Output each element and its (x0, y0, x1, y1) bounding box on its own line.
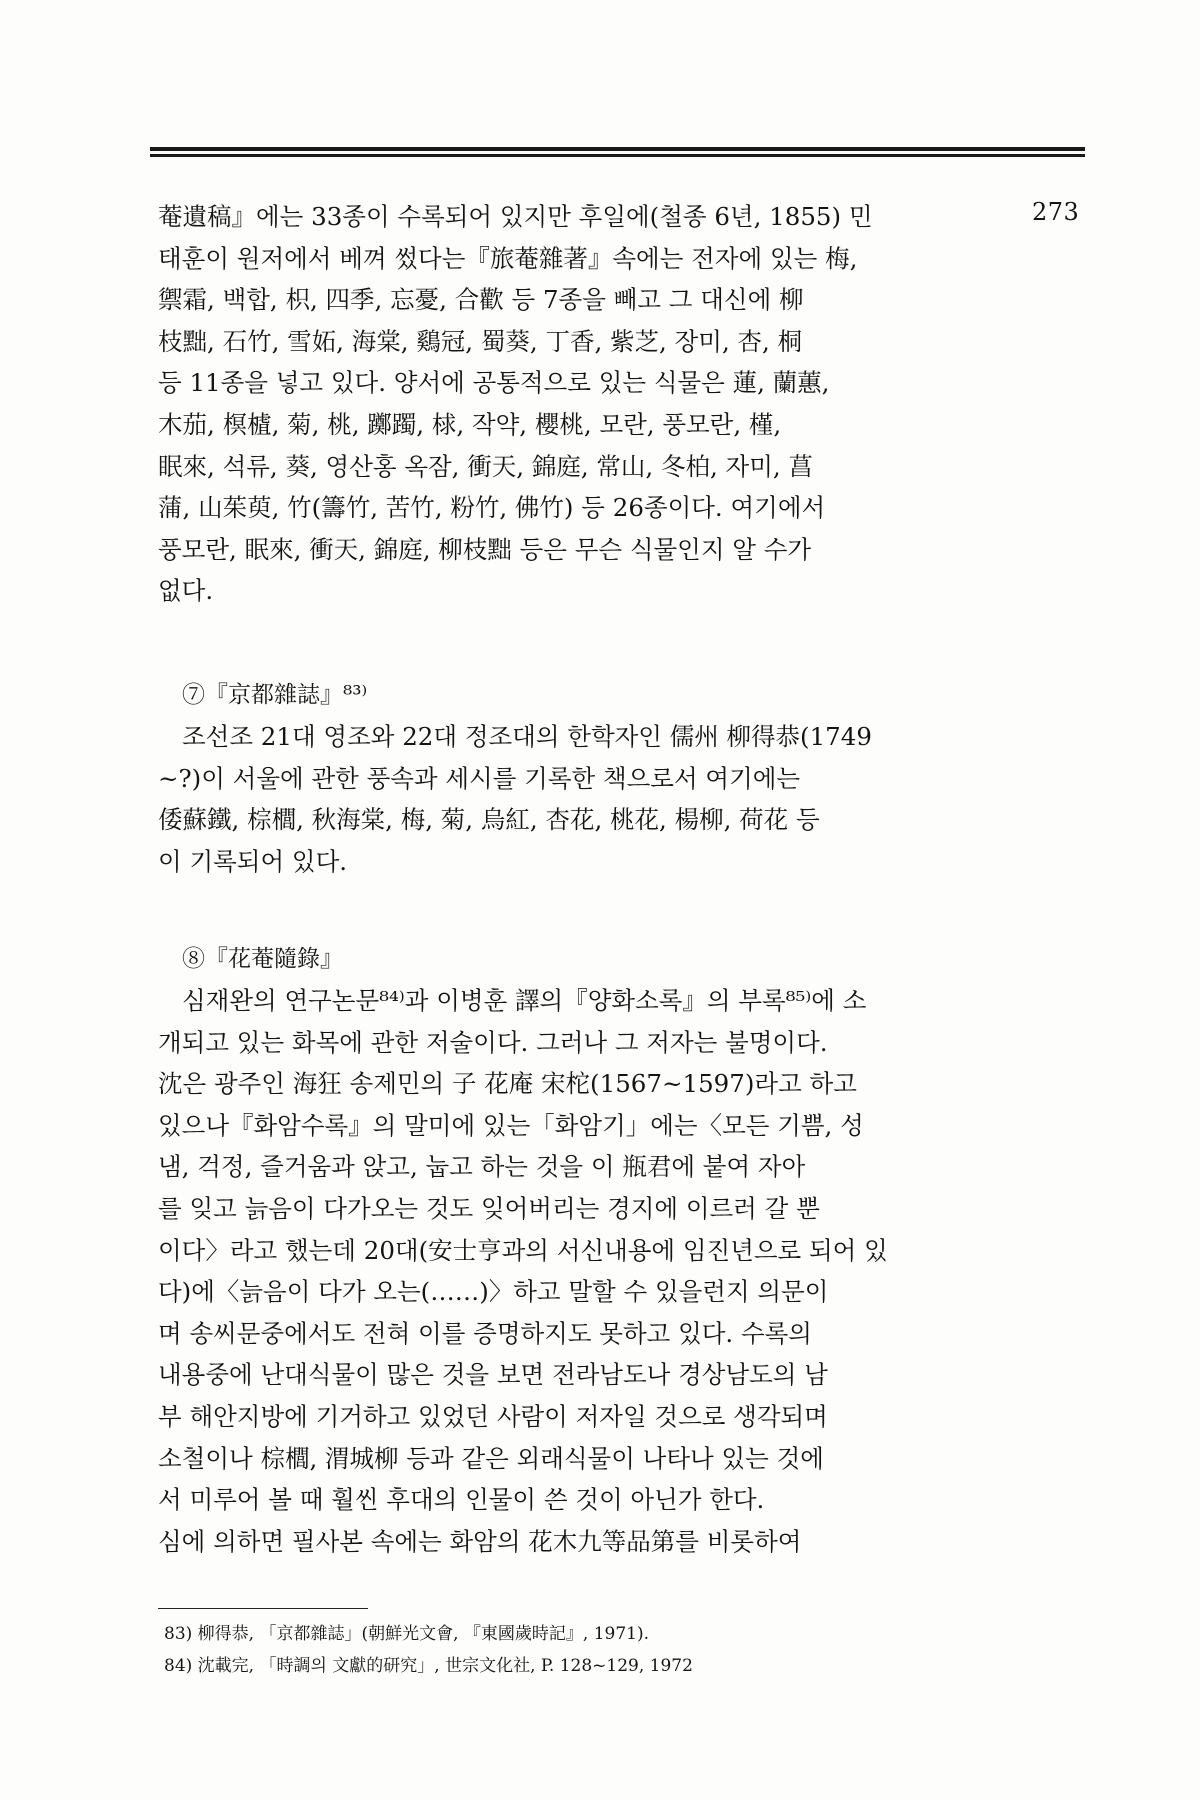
footnote-84: 84) 沈載完, 「時調의 文獻的研究」, 世宗文化社, P. 128~129, 1972 (164, 1656, 693, 1676)
text-line: 禦霜, 백합, 枳, 四季, 忘憂, 合歡 등 7종을 빼고 그 대신에 柳 (158, 285, 804, 315)
text-line: 등 11종을 넣고 있다. 양서에 공통적으로 있는 식물은 蓮, 蘭蕙, (158, 368, 830, 398)
text-line: 내용중에 난대식물이 많은 것을 보면 전라남도나 경상남도의 남 (158, 1360, 828, 1390)
text-line: 를 잊고 늙음이 다가오는 것도 잊어버리는 경지에 이르러 갈 뿐 (158, 1193, 820, 1223)
text-line: 며 송씨문중에서도 전혀 이를 증명하지도 못하고 있다. 수록의 (158, 1318, 812, 1348)
text-line: 심재완의 연구논문⁸⁴⁾과 이병훈 譯의『양화소록』의 부록⁸⁵⁾에 소 (182, 986, 867, 1015)
paragraph-1 (158, 196, 928, 612)
section-8 (158, 938, 928, 1562)
text-line: 蒲, 山茱萸, 竹(籌竹, 苦竹, 粉竹, 佛竹) 등 26종이다. 여기에서 (158, 493, 826, 523)
header-rule-thick (150, 147, 1085, 151)
text-line: 木茄, 榠樝, 菊, 桃, 躑躅, 梂, 작약, 櫻桃, 모란, 풍모란, 槿, (158, 409, 782, 439)
text-line: 서 미루어 볼 때 훨씬 후대의 인물이 쓴 것이 아닌가 한다. (158, 1485, 765, 1515)
text-line: 있으나『화암수록』의 말미에 있는「화암기」에는〈모든 기쁨, 성 (158, 1110, 864, 1140)
text-line: 개되고 있는 화목에 관한 저술이다. 그러나 그 저자는 불명이다. (158, 1027, 828, 1057)
text-line: 倭蘇鐵, 棕櫚, 秋海棠, 梅, 菊, 烏紅, 杏花, 桃花, 楊柳, 荷花 등 (158, 805, 820, 835)
header-rule-thin (150, 154, 1085, 157)
section-8-heading: ⑧『花菴隨錄』 (182, 946, 343, 972)
text-line: 없다. (158, 576, 214, 606)
section-7 (158, 674, 928, 882)
text-line: 枝黜, 石竹, 雪妬, 海棠, 鷄冠, 蜀葵, 丁香, 紫芝, 장미, 杏, 桐 (158, 326, 803, 356)
text-line: 이다〉라고 했는데 20대(安士亨과의 서신내용에 임진년으로 되어 있 (158, 1235, 888, 1265)
text-line: 沈은 광주인 海狂 송제민의 子 花庵 宋柁(1567~1597)라고 하고 (158, 1069, 857, 1099)
section-7-heading: ⑦『京都雜誌』⁸³⁾ (182, 682, 368, 708)
text-line: 태훈이 원저에서 베껴 썼다는『旅菴雜著』속에는 전자에 있는 梅, (158, 243, 858, 273)
text-line: 眠來, 석류, 葵, 영산홍 옥잠, 衝天, 錦庭, 常山, 冬柏, 자미, 菖 (158, 451, 813, 481)
footnote-83: 83) 柳得恭, 「京都雜誌」(朝鮮光文會, 『東國歲時記』, 1971). (164, 1624, 650, 1644)
text-line: 냄, 걱정, 즐거움과 앉고, 눕고 하는 것을 이 瓶君에 붙여 자아 (158, 1152, 806, 1182)
text-line: ~?)이 서울에 관한 풍속과 세시를 기록한 책으로서 여기에는 (158, 763, 801, 793)
text-line: 소철이나 棕櫚, 渭城柳 등과 같은 외래식물이 나타나 있는 것에 (158, 1443, 824, 1473)
text-line: 다)에〈늙음이 다가 오는(……)〉하고 말할 수 있을런지 의문이 (158, 1277, 829, 1307)
text-line: 풍모란, 眠來, 衝天, 錦庭, 柳枝黜 등은 무슨 식물인지 알 수가 (158, 534, 812, 564)
text-line: 부 해안지방에 기거하고 있었던 사람이 저자일 것으로 생각되며 (158, 1401, 828, 1431)
page-number: 273 (1032, 198, 1080, 226)
text-line: 菴遺稿』에는 33종이 수록되어 있지만 후일에(철종 6년, 1855) 민 (158, 202, 873, 231)
footnote-divider (158, 1608, 368, 1609)
text-line: 이 기록되어 있다. (158, 846, 348, 876)
text-line: 조선조 21대 영조와 22대 정조대의 한학자인 儒州 柳得恭(1749 (182, 722, 872, 751)
text-line: 심에 의하면 필사본 속에는 화암의 花木九等品第를 비롯하여 (158, 1526, 802, 1556)
footnotes (164, 1618, 924, 1682)
